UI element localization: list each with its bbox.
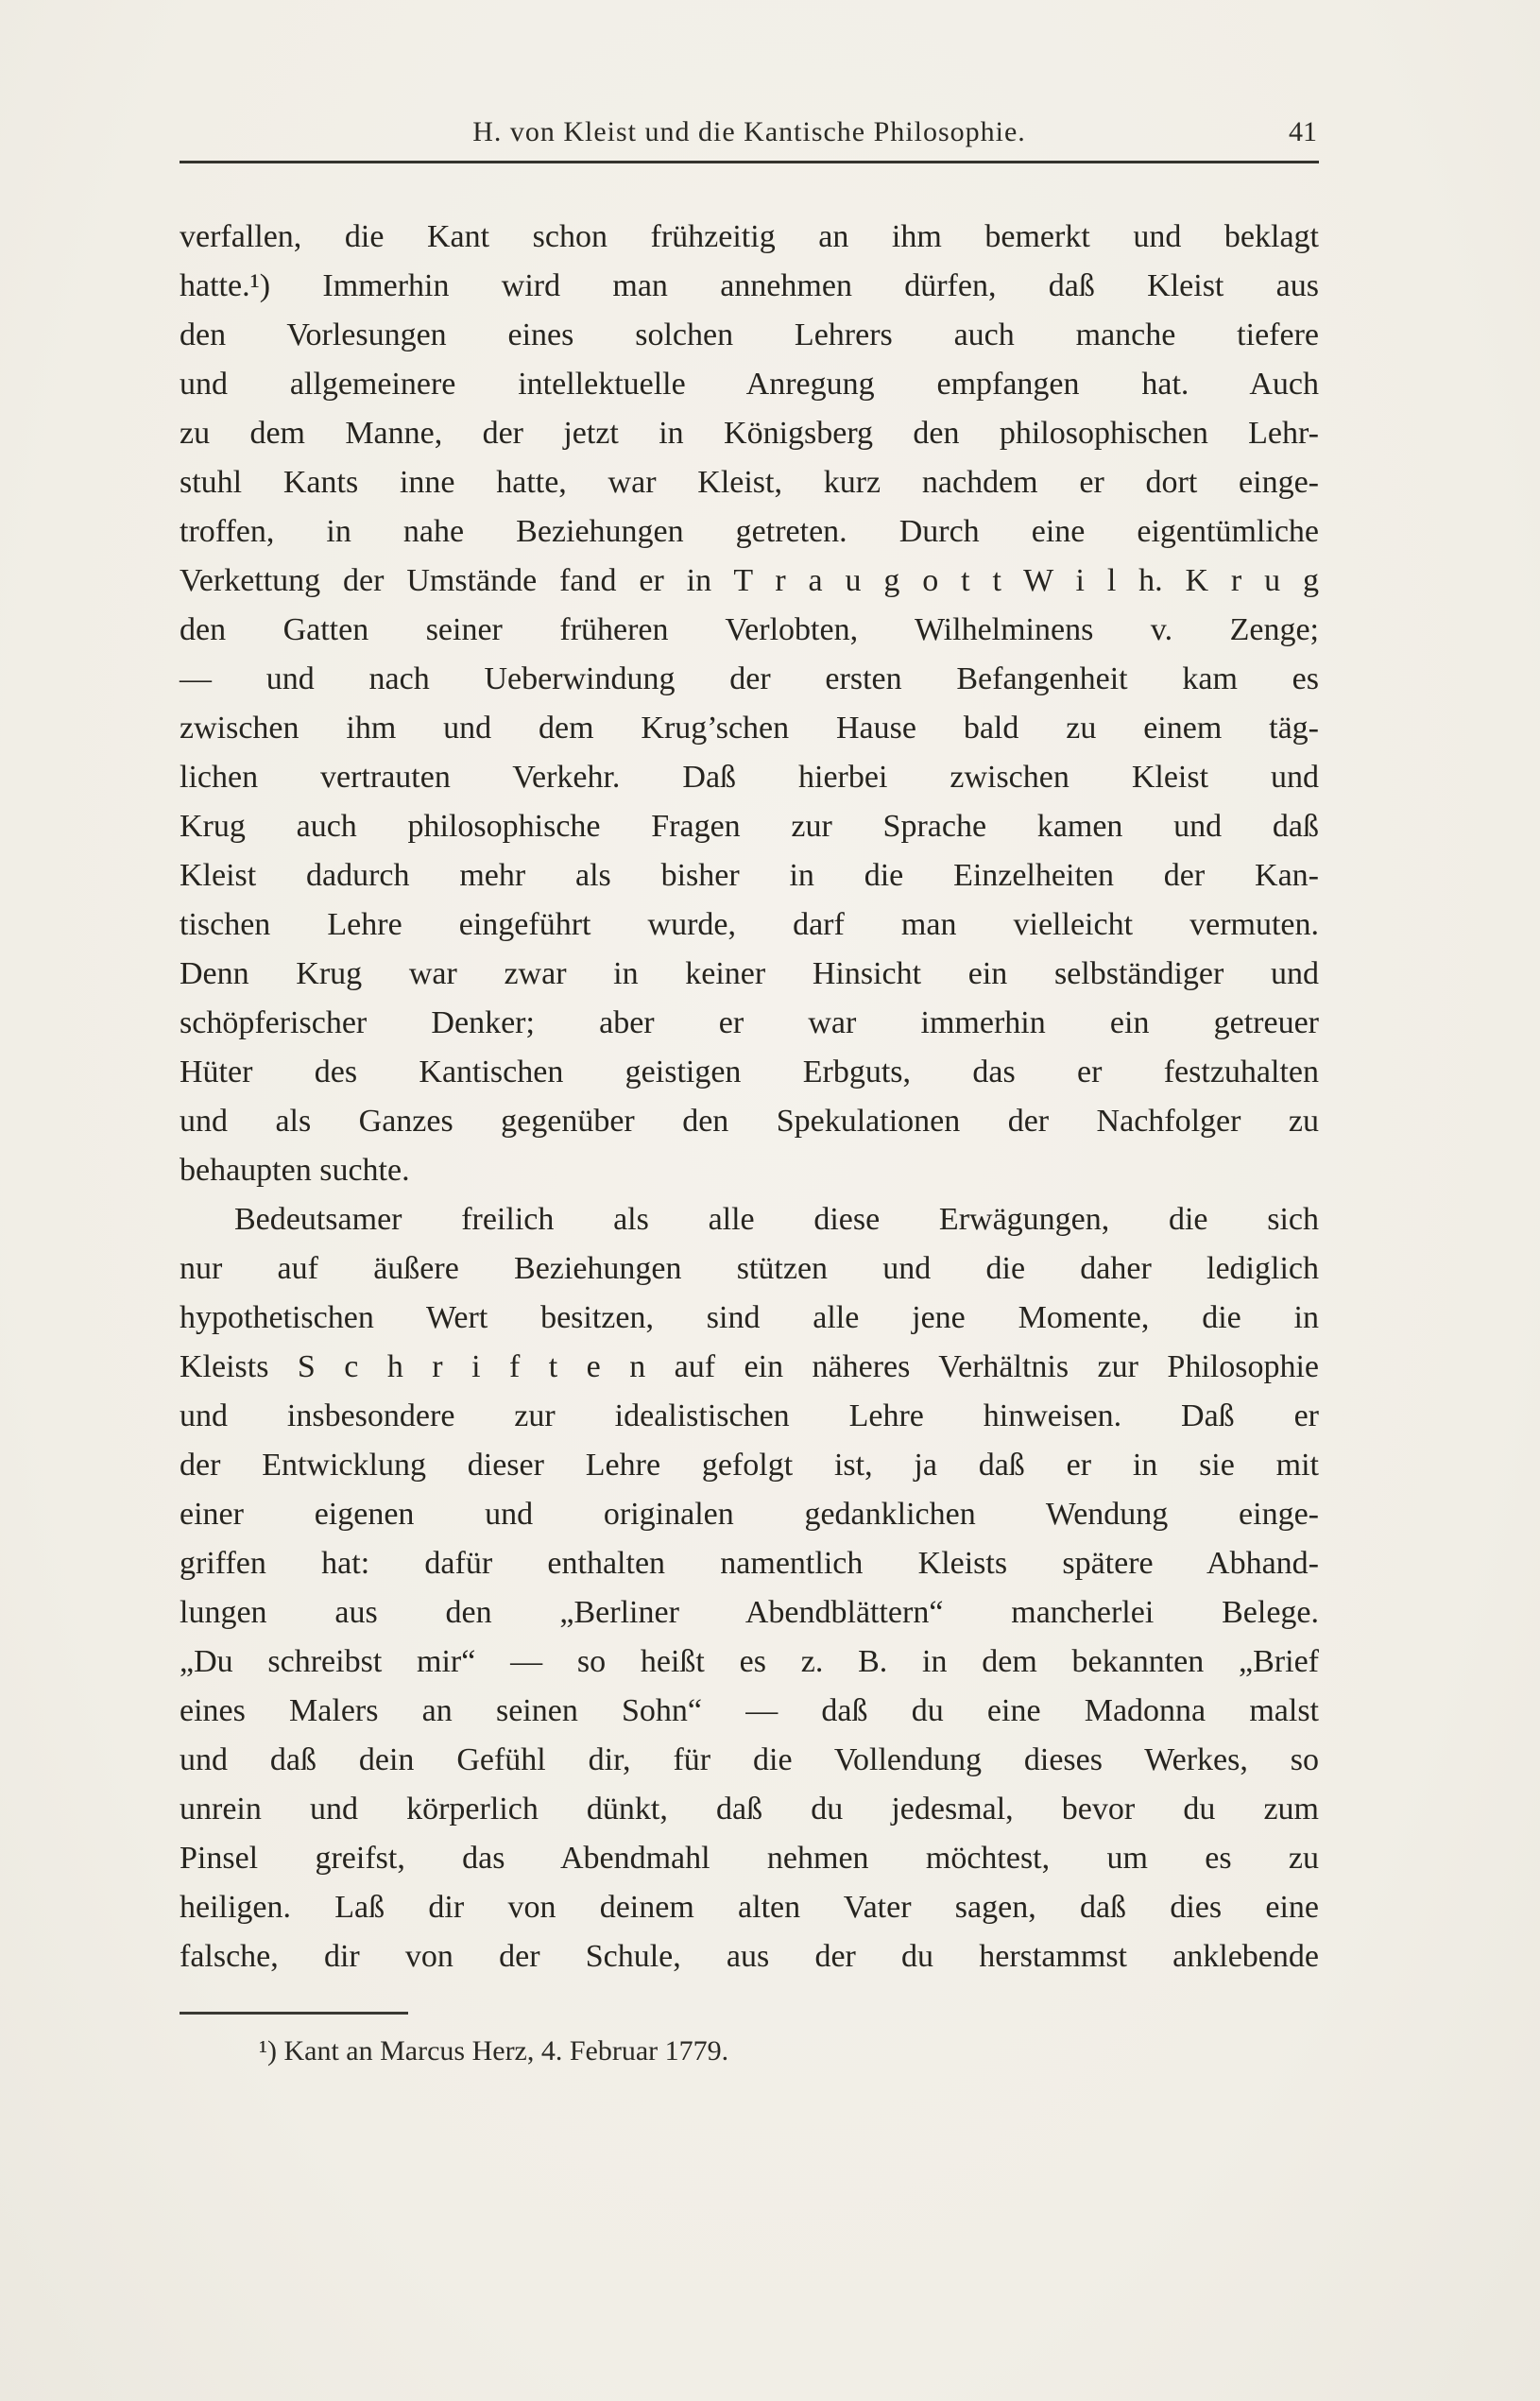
text-line: verfallen, die Kant schon frühzeitig an ihm bemerkt und beklagt bbox=[180, 219, 1319, 254]
text-line: — und nach Ueberwindung der ersten Befangenheit kam es bbox=[180, 661, 1319, 696]
text-line: zu dem Manne, der jetzt in Königsberg den philosophischen Lehr- bbox=[180, 416, 1319, 451]
text-line: zwischen ihm und dem Krug’schen Hause bald zu einem täg- bbox=[180, 711, 1319, 746]
text-line: behaupten suchte. bbox=[180, 1153, 410, 1188]
text-line: heiligen. Laß dir von deinem alten Vater sagen, daß dies eine bbox=[180, 1890, 1319, 1925]
text-line: und als Ganzes gegenüber den Spekulationen der Nachfolger zu bbox=[180, 1104, 1319, 1139]
text-line: lungen aus den „Berliner Abendblättern“ mancherlei Belege. bbox=[180, 1595, 1319, 1630]
text-line: hypothetischen Wert besitzen, sind alle jene Momente, die in bbox=[180, 1300, 1319, 1335]
footnote: ¹) Kant an Marcus Herz, 4. Februar 1779. bbox=[259, 2035, 729, 2067]
text-line: Hüter des Kantischen geistigen Erbguts, das er festzuhalten bbox=[180, 1055, 1319, 1089]
text-line: den Gatten seiner früheren Verlobten, Wilhelminens v. Zenge; bbox=[180, 612, 1319, 647]
text-line: Bedeutsamer freilich als alle diese Erwägungen, die sich bbox=[234, 1202, 1319, 1237]
text-line: und allgemeinere intellektuelle Anregung empfangen hat. Auch bbox=[180, 367, 1319, 402]
text-line: der Entwicklung dieser Lehre gefolgt ist, ja daß er in sie mit bbox=[180, 1448, 1319, 1483]
text-line: troffen, in nahe Beziehungen getreten. Durch eine eigentümliche bbox=[180, 514, 1319, 549]
text-line: Verkettung der Umstände fand er in T r a u g o t t W i l h. K r u g bbox=[180, 563, 1319, 598]
header-rule bbox=[180, 161, 1319, 163]
text-line: tischen Lehre eingeführt wurde, darf man vielleicht vermuten. bbox=[180, 907, 1319, 942]
footnote-rule bbox=[180, 2012, 408, 2015]
text-line: Pinsel greifst, das Abendmahl nehmen möchtest, um es zu bbox=[180, 1841, 1319, 1876]
text-line: Kleist dadurch mehr als bisher in die Einzelheiten der Kan- bbox=[180, 858, 1319, 893]
text-line: und insbesondere zur idealistischen Lehre hinweisen. Daß er bbox=[180, 1398, 1319, 1433]
text-line: und daß dein Gefühl dir, für die Vollendung dieses Werkes, so bbox=[180, 1742, 1319, 1777]
paragraph bbox=[180, 213, 1319, 1195]
body-text bbox=[180, 213, 1319, 1981]
page-title: H. von Kleist und die Kantische Philosophie. bbox=[472, 116, 1026, 147]
text-line: Denn Krug war zwar in keiner Hinsicht ein selbständiger und bbox=[180, 956, 1319, 991]
text-line: Kleists S c h r i f t e n auf ein näheres Verhältnis zur Philosophie bbox=[180, 1349, 1319, 1384]
text-line: lichen vertrauten Verkehr. Daß hierbei zwischen Kleist und bbox=[180, 760, 1319, 795]
text-line: den Vorlesungen eines solchen Lehrers auch manche tiefere bbox=[180, 317, 1319, 352]
text-line: stuhl Kants inne hatte, war Kleist, kurz nachdem er dort einge- bbox=[180, 465, 1319, 500]
paragraph bbox=[180, 1195, 1319, 1981]
text-line: eines Malers an seinen Sohn“ — daß du eine Madonna malst bbox=[180, 1693, 1319, 1728]
text-line: hatte.¹) Immerhin wird man annehmen dürfen, daß Kleist aus bbox=[180, 268, 1319, 303]
text-column bbox=[180, 111, 1319, 2071]
text-line: „Du schreibst mir“ — so heißt es z. B. in dem bekannten „Brief bbox=[180, 1644, 1319, 1679]
text-line: Krug auch philosophische Fragen zur Sprache kamen und daß bbox=[180, 809, 1319, 844]
running-header bbox=[180, 111, 1319, 153]
text-line: einer eigenen und originalen gedanklichen Wendung einge- bbox=[180, 1497, 1319, 1532]
text-line: nur auf äußere Beziehungen stützen und die daher lediglich bbox=[180, 1251, 1319, 1286]
text-line: griffen hat: dafür enthalten namentlich Kleists spätere Abhand- bbox=[180, 1546, 1319, 1581]
text-line: schöpferischer Denker; aber er war immerhin ein getreuer bbox=[180, 1005, 1319, 1040]
text-line: falsche, dir von der Schule, aus der du herstammst anklebende bbox=[180, 1939, 1319, 1974]
text-line: unrein und körperlich dünkt, daß du jedesmal, bevor du zum bbox=[180, 1792, 1319, 1826]
page-number: 41 bbox=[1289, 116, 1317, 147]
